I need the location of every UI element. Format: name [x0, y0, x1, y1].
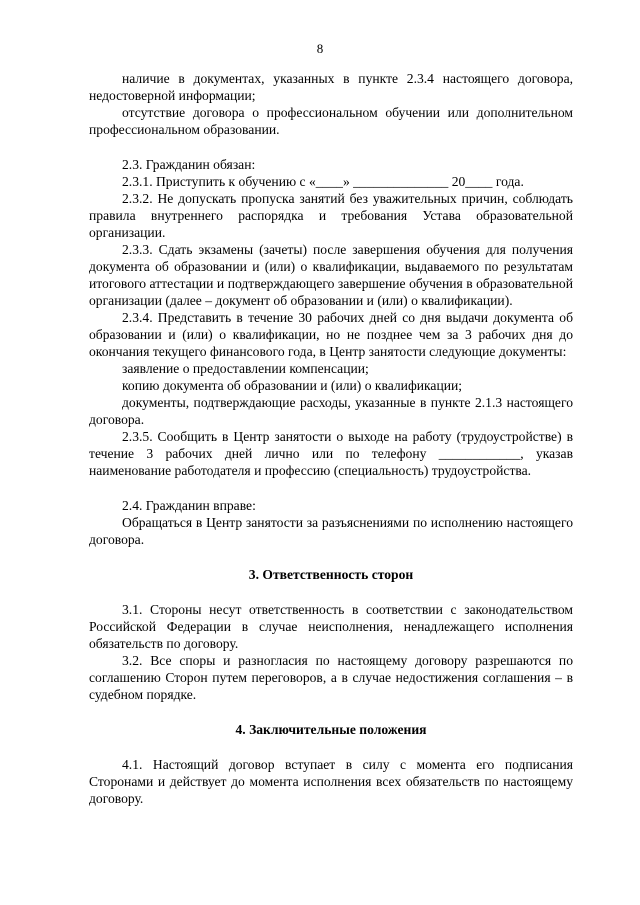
clause-2-3-1: 2.3.1. Приступить к обучению с «____» ______________ 20____ года.	[122, 174, 524, 189]
clause-2-3-3: 2.3.3. Сдать экзамены (зачеты) после завершения обучения для получения документа об образовании и (или) о квалификации, выдаваемого по результатам итогового аттестации и подтверждающего завершение обучения в образовательной организации (далее – документ об образовании и (или) о квалификации).	[89, 242, 573, 308]
section-2-3-heading: 2.3. Гражданин обязан:	[122, 157, 256, 172]
clause-2-3-4-b: копию документа об образовании и (или) о квалификации;	[122, 378, 463, 393]
clause-3-2: 3.2. Все споры и разногласия по настоящему договору разрешаются по соглашению Сторон путем переговоров, а в случае недостижения соглашения – в судебном порядке.	[89, 653, 573, 702]
clause-2-3-4: 2.3.4. Представить в течение 30 рабочих дней со дня выдачи документа об образовании и (или) о квалификации, но не позднее чем за 3 рабочих дня до окончания текущего финансового года, в Центр занятости следующие документы:	[89, 310, 573, 359]
intro-item-1: наличие в документах, указанных в пункте 2.3.4 настоящего договора, недостоверной информации;	[89, 71, 573, 103]
clause-4-1: 4.1. Настоящий договор вступает в силу с момента его подписания Сторонами и действует до момента исполнения всех обязательств по настоящему договору.	[89, 757, 573, 806]
section-4-heading: 4. Заключительные положения	[235, 722, 427, 737]
clause-2-3-5: 2.3.5. Сообщить в Центр занятости о выходе на работу (трудоустройстве) в течение 3 рабочих дней лично или по телефону ____________, указав наименование работодателя и профессию (специальность) трудоустройства.	[89, 429, 573, 478]
section-3-heading: 3. Ответственность сторон	[248, 567, 414, 582]
clause-2-4-text: Обращаться в Центр занятости за разъяснениями по исполнению настоящего договора.	[89, 515, 573, 547]
document-body	[89, 70, 573, 807]
clause-3-1: 3.1. Стороны несут ответственность в соответствии с законодательством Российской Федерации в случае неисполнения, ненадлежащего исполнения обязательств по договору.	[89, 602, 573, 651]
intro-item-2: отсутствие договора о профессиональном обучении или дополнительном профессиональном образовании.	[89, 105, 573, 137]
clause-2-3-2: 2.3.2. Не допускать пропуска занятий без уважительных причин, соблюдать правила внутреннего распорядка и требования Устава образовательной организации.	[89, 191, 573, 240]
clause-2-3-4-c: документы, подтверждающие расходы, указанные в пункте 2.1.3 настоящего договора.	[89, 395, 573, 427]
section-2-4-heading: 2.4. Гражданин вправе:	[122, 498, 256, 513]
clause-2-3-4-a: заявление о предоставлении компенсации;	[122, 361, 369, 376]
page-number: 8	[316, 41, 324, 56]
